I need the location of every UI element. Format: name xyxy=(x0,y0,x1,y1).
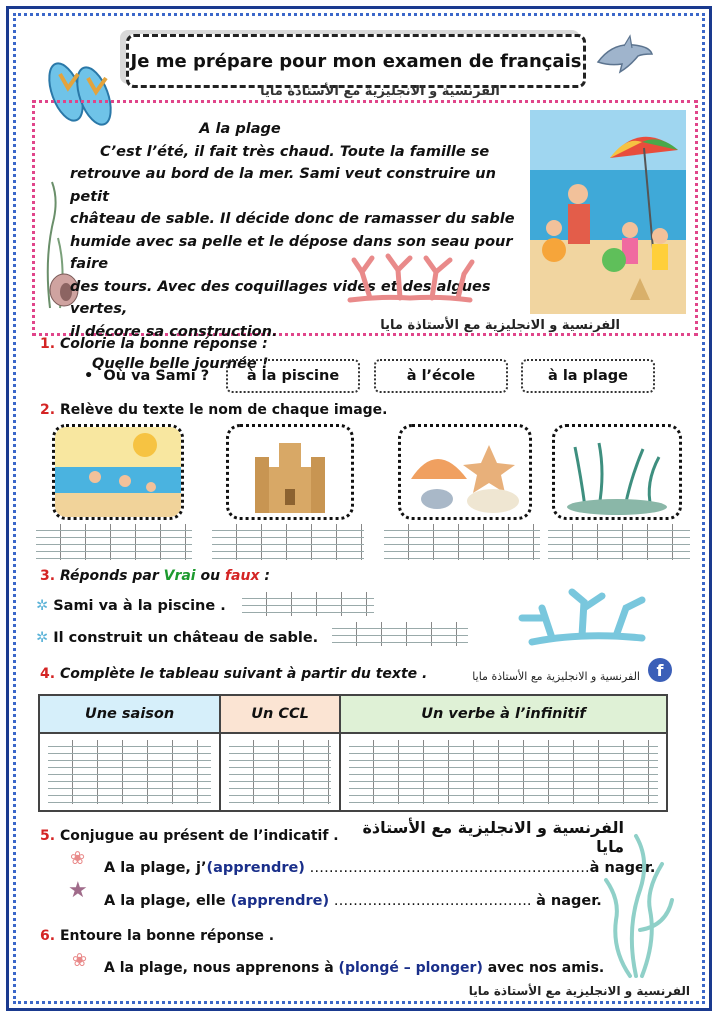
q5-s1-post: à nager. xyxy=(589,860,656,876)
story-line: retrouve au bord de la mer. Sami veut construire un petit xyxy=(70,166,496,205)
q5-heading xyxy=(40,828,339,844)
answer-table xyxy=(38,694,668,812)
q4-label: Complète le tableau suivant à partir du texte . xyxy=(59,666,428,682)
option-label: à l’école xyxy=(406,368,476,384)
coral-icon xyxy=(512,588,662,650)
q1-question xyxy=(84,368,209,384)
story-line: C’est l’été, il fait très chaud. Toute la famille se xyxy=(100,143,490,160)
title-text: Je me prépare pour mon examen de français xyxy=(130,50,582,72)
q6-sentence xyxy=(104,960,604,976)
q3-item-text: Il construit un château de sable. xyxy=(53,630,319,646)
coral-bullet-icon: ✲ xyxy=(36,598,49,614)
q5-s1-blank[interactable]: …………………………………………………. xyxy=(304,860,590,876)
story-title: A la plage xyxy=(199,121,281,137)
header-watermark: الفرنسية و الانجليزية مع الأستاذة مايا xyxy=(260,84,500,99)
q2-heading xyxy=(40,402,388,418)
table-header-ccl: Un CCL xyxy=(220,695,340,733)
q5-s1-verb: (apprendre) xyxy=(206,860,305,876)
facebook-icon: f xyxy=(648,658,672,682)
coral-bullet-icon: ✲ xyxy=(36,630,49,646)
option-label: à la plage xyxy=(548,368,628,384)
answer-option-ecole[interactable] xyxy=(374,359,508,393)
q6-number: 6. xyxy=(40,928,56,944)
answer-option-piscine[interactable] xyxy=(226,359,360,393)
image-shells xyxy=(398,424,532,520)
story-line: il décore sa construction. xyxy=(70,323,278,340)
q3-heading xyxy=(40,568,270,584)
image-sandcastle xyxy=(226,424,354,520)
q5-s2-verb: (apprendre) xyxy=(230,893,330,909)
seaweed-icon xyxy=(596,830,680,980)
q4-heading xyxy=(40,666,427,682)
image-seaweed xyxy=(552,424,682,520)
q3-label-pre: Réponds par xyxy=(59,568,164,584)
coral-icon xyxy=(340,252,480,308)
q5-s2-pre: A la plage, elle xyxy=(104,893,231,909)
story-line: château de sable. Il décide donc de ramasser du sable xyxy=(70,211,515,227)
q1-heading xyxy=(40,336,268,352)
q6-label: Entoure la bonne réponse . xyxy=(59,928,275,944)
q4-watermark: الفرنسية و الانجليزية مع الأستاذة مايا xyxy=(472,670,640,683)
q3-answer-2[interactable] xyxy=(332,622,468,646)
q3-answer-1[interactable] xyxy=(242,592,374,616)
footer-watermark: الفرنسية و الانجليزية مع الأستاذة مايا xyxy=(468,984,690,998)
q3-ou: ou xyxy=(195,568,225,584)
shell-icon: ❀ xyxy=(70,848,86,869)
q6-heading xyxy=(40,928,274,944)
q5-label: Conjugue au présent de l’indicatif . xyxy=(59,828,339,844)
table-cell[interactable] xyxy=(340,733,667,811)
q6-s-pre: A la plage, nous apprenons à xyxy=(104,960,339,976)
q6-choice[interactable]: (plongé – plonger) xyxy=(338,960,483,976)
q3-item-2 xyxy=(36,630,318,646)
q5-watermark: الفرنسية و الانجليزية مع الأستاذة مايا xyxy=(362,818,624,856)
beach-illustration xyxy=(530,110,686,314)
q5-s2-post: à nager. xyxy=(536,893,602,909)
dolphin-icon xyxy=(594,32,654,82)
bullet-icon: • xyxy=(84,368,104,384)
q6-s-post: avec nos amis. xyxy=(482,960,605,976)
table-header-verbe: Un verbe à l’infinitif xyxy=(340,695,667,733)
q3-vrai: Vrai xyxy=(163,568,196,584)
answer-lines-1[interactable] xyxy=(36,524,192,560)
q1-label: Colorie la bonne réponse : xyxy=(59,336,268,352)
table-header-saison: Une saison xyxy=(39,695,220,733)
q3-colon: : xyxy=(259,568,270,584)
story-line: des tours. Avec des coquillages vides et des algues vertes, xyxy=(70,278,491,317)
q1-number: 1. xyxy=(40,336,56,352)
answer-option-plage[interactable] xyxy=(521,359,655,393)
answer-lines-4[interactable] xyxy=(548,524,690,560)
q3-faux: faux xyxy=(224,568,260,584)
q5-sentence-1 xyxy=(104,860,655,876)
page-title xyxy=(126,34,586,88)
option-label: à la piscine xyxy=(246,368,340,384)
story-watermark: الفرنسية و الانجليزية مع الأستاذة مايا xyxy=(380,318,620,333)
table-cell[interactable] xyxy=(39,733,220,811)
q1-bullet: Où va Sami ? xyxy=(103,368,210,384)
story-line: humide avec sa pelle et le dépose dans son seau pour faire xyxy=(70,233,513,272)
q2-label: Relève du texte le nom de chaque image. xyxy=(59,402,388,418)
q4-number: 4. xyxy=(40,666,56,682)
story-closing: Quelle belle journée ! xyxy=(92,356,269,372)
q5-s2-blank[interactable]: ………………………………….. xyxy=(329,893,537,909)
answer-lines-2[interactable] xyxy=(212,524,364,560)
q3-item-1 xyxy=(36,598,226,614)
q5-number: 5. xyxy=(40,828,56,844)
q2-number: 2. xyxy=(40,402,56,418)
q5-sentence-2 xyxy=(104,893,602,909)
q3-number: 3. xyxy=(40,568,56,584)
q3-item-text: Sami va à la piscine . xyxy=(53,598,226,614)
table-cell[interactable] xyxy=(220,733,340,811)
image-beach xyxy=(52,424,184,520)
answer-lines-3[interactable] xyxy=(384,524,540,560)
q5-s1-pre: A la plage, j’ xyxy=(104,860,207,876)
shell-icon: ❀ xyxy=(72,950,88,971)
starfish-icon: ★ xyxy=(68,878,88,903)
